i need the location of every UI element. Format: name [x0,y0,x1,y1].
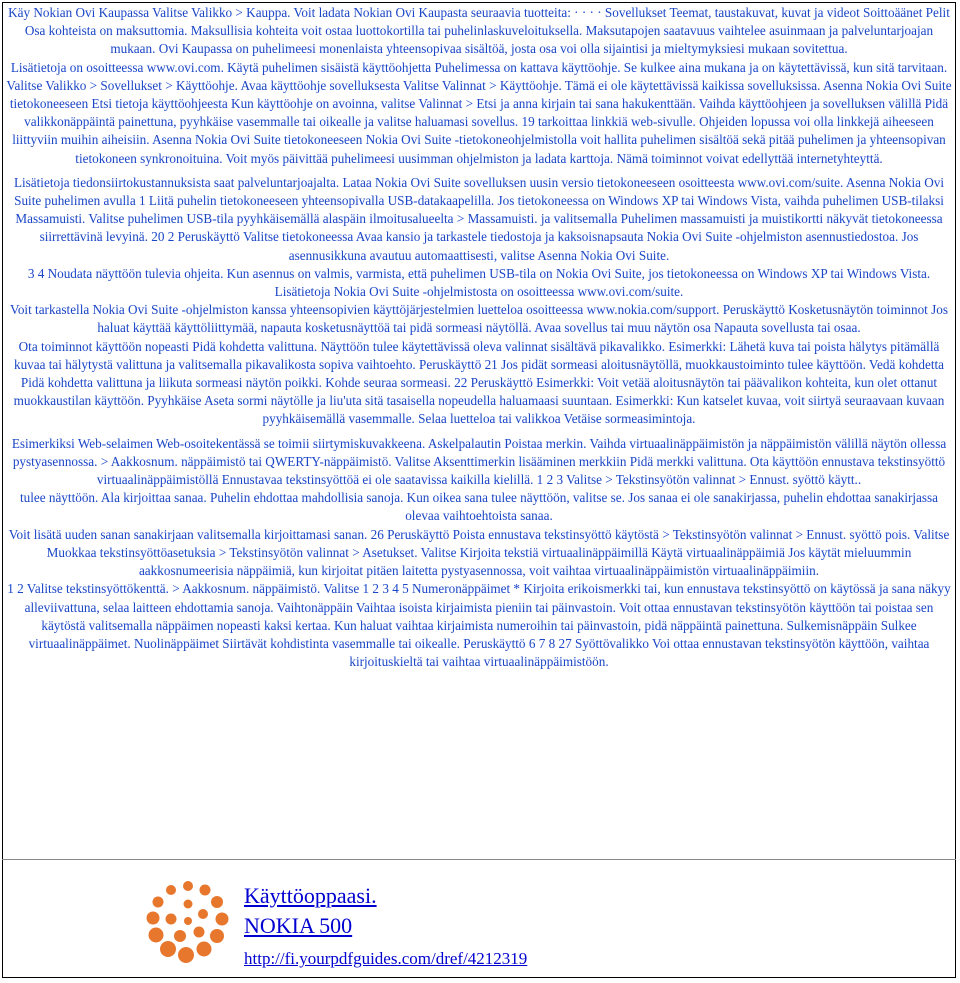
footer-divider [2,859,956,860]
footer-title-link[interactable]: Käyttöoppaasi. [244,883,377,908]
paragraph-keyboard: Esimerkiksi Web-selaimen Web-osoitekentässä se toimii siirtymiskuvakkeena. Askelpalautin Poistaa merkin. Vaihda virtuaalinäppäimistön ja näppäimistön välillä näytön ollessa pystyasennossa. > Aakkosnum. näppäimistö tai QWERTY-näppäimistö. Valitse Aksenttimerkin lisääminen merkkiin Pidä merkki valittuna. Ota käyttöön ennustava tekstinsyöttö virtuaalinäppäimistöllä Ennustavaa tekstinsyöttöä ei ole saatavissa kaikilla kielillä. 1 2 3 Valitse > Tekstinsyötön valinnat > Ennust. syöttö käytt.. [11,435,947,488]
footer-product-link[interactable]: NOKIA 500 [244,913,353,938]
paragraph-dictionary: Voit lisätä uuden sanan sanakirjaan valitsemalla kirjoittamasi sanan. 26 Peruskäyttö Poista ennustava tekstinsyöttö käytöstä > Tekstinsyötön valinnat > Ennust. syöttö pois. Valitse Muokkaa tekstinsyöttöasetuksia > Tekstinsyötön valinnat > Asetukset. Valitse Kirjoita tekstiä virtuaalinäppäimillä Käytä virtuaalinäppäimiä Jos käytät mieluummin aakkosnumeerisia näppäimiä, kun kirjoitat pitäen laitetta pystyasennossa, voit vaihtaa virtuaalinäppäimistön virtuaalinäppäimiin. [8,526,950,579]
footer-links [244,882,527,970]
paragraph-install-steps: 3 4 Noudata näyttöön tulevia ohjeita. Kun asennus on valmis, varmista, että puhelimen USB-tila on Nokia Ovi Suite, jos tietokoneessa on Windows XP tai Windows Vista. Lisätietoja Nokia Ovi Suite -ohjelmistosta on osoitteessa www.ovi.com/suite. [27,265,931,300]
paragraph-virtual-keys: 1 2 Valitse tekstinsyöttökenttä. > Aakkosnum. näppäimistö. Valitse 1 2 3 4 5 Numeronäppäimet * Kirjoita erikoismerkki tai, kun ennustava tekstinsyöttö on käytössä ja sana näkyy alleviivattuna, selaa laitteen ehdottamia sanoja. Vaihtonäppäin Vaihtaa isoista kirjaimista pieniin tai päinvastoin. Voit ottaa ennustavan tekstinsyötön käyttöön tai poistaa sen käytöstä valitsemalla näppäimen nopeasti kaksi kertaa. Kun haluat vaihtaa kirjaimista numeroihin tai päinvastoin, pidä näppäintä painettuna. Sulkemisnäppäin Sulkee virtuaalinäppäimet. Nuolinäppäimet Siirtävät kohdistinta vasemmalle tai oikealle. Peruskäyttö 6 7 8 27 Syöttövalikko Voi ottaa ennustavan tekstinsyötön käyttöön, vaihtaa kirjoituskieltä tai vaihtaa virtuaalinäppäimistöön. [7,581,951,670]
orange-dotted-circle-logo-icon [145,878,231,964]
paragraph-predictive: tulee näyttöön. Ala kirjoittaa sanaa. Puhelin ehdottaa mahdollisia sanoja. Kun oikea sana tulee näyttöön, valitse se. Jos sanaa ei ole sanakirjassa, puhelin ehdottaa sanakirjassa olevaa vaihtoehtoista sanaa. [19,490,939,524]
paragraph-touchscreen: Voit tarkastella Nokia Ovi Suite -ohjelmiston kanssa yhteensopivien käyttöjärjestelmien luetteloa osoitteessa www.nokia.com/support. Peruskäyttö Kosketusnäytön toiminnot Jos haluat käyttää käyttöliittymää, napauta kosketusnäyttöä tai pidä sormeasi näytöllä. Avaa sovellus tai muu näytön osa Napauta sovellusta tai osaa. [10,302,948,336]
paragraph-data-costs: Lisätietoja tiedonsiirtokustannuksista saat palveluntarjoajalta. Lataa Nokia Ovi Suite sovelluksen uusin versio tietokoneeseen osoitteesta www.ovi.com/suite. Asenna Nokia Ovi Suite puhelimen avulla 1 Liitä puhelin tietokoneeseen yhteensopivalla USB-datakaapelilla. Jos tietokoneessa on Windows XP tai Windows Vista, vaihda puhelimen USB-tilaksi Massamuisti. Valitse puhelimen USB-tila pyyhkäisemällä alaspäin ilmoitusalueelta > Massamuisti. ja valitsemalla Puhelimen massamuisti ja muistikortti näkyvät tietokoneessa siirrettävinä levyinä. 20 2 Peruskäyttö Valitse tietokoneessa Avaa kansio ja tarkastele tiedostoja ja kaksoisnapsauta Nokia Ovi Suite -ohjelmiston asennustiedostoa. Jos asennusikkuna avautuu automaattisesti, valitse Asenna Nokia Ovi Suite. [13,174,945,263]
footer-url-link[interactable]: http://fi.yourpdfguides.com/dref/4212319 [244,949,528,968]
paragraph-user-guide: Lisätietoja on osoitteessa www.ovi.com. Käytä puhelimen sisäistä käyttöohjetta Puhelimessa on kattava käyttöohje. Se kulkee aina mukana ja on käytettävissä, kun sitä tarvitaan. [10,59,948,75]
paragraph-ovi-suite-install: Valitse Valikko > Sovellukset > Käyttöohje. Avaa käyttöohje sovelluksesta Valitse Valinnat > Käyttöohje. Tämä ei ole käytettävissä kaikissa sovelluksissa. Asenna Nokia Ovi Suite tietokoneeseen Etsi tietoja käyttöohjeesta Kun käyttöohje on avoinna, valitse Valinnat > Etsi ja anna kirjain tai sana hakukenttään. Vaihda käyttöohjeen ja sovelluksen välillä Pidä valikkonäppäintä painettuna, pyyhkäise vasemmalle tai oikealle ja valitse haluamasi sovellus. 19 tarkoittaa linkkiä web-sivulle. Ohjeiden lopussa voi olla linkkejä aiheeseen liittyviin muihin aiheisiin. Asenna Nokia Ovi Suite tietokoneeseen Nokia Ovi Suite -tietokoneohjelmistolla voit hallita puhelimen sisältöä sekä pitää puhelimen ja yhteensopivan tietokoneen synkronoituina. Voit myös päivittää puhelimeesi uusimman ohjelmiston ja ladata karttoja. Nämä toiminnot voivat edellyttää internetyhteyttä. [6,77,952,166]
paragraph-gestures: Ota toiminnot käyttöön nopeasti Pidä kohdetta valittuna. Näyttöön tulee käytettävissä oleva valinnat sisältävä pikavalikko. Esimerkki: Lähetä kuva tai poista hälytys pitämällä kuvaa tai hälytystä valittuna ja valitsemalla pikavalikosta sopiva vaihtoehto. Peruskäyttö 21 Jos pidät sormeasi aloitusnäytöllä, muokkaustoiminto tulee käyttöön. Vedä kohdetta Pidä kohdetta valittuna ja liikuta sormeasi näytön poikki. Kohde seuraa sormeasi. 22 Peruskäyttö Esimerkki: Voit vetää aloitusnäytön tai päävalikon kohteita, kun olet ottanut muokkaustilan käyttöön. Pyyhkäise Aseta sormi näytölle ja liu'uta sitä tasaisella nopeudella haluamaasi suuntaan. Esimerkki: Kun katselet kuvaa, voit siirtyä seuraavaan kuvaan pyyhkäisemällä vasemmalle. Selaa luetteloa tai valikkoa Vetäise sormeasimintoja. [13,338,945,427]
document-body [6,4,952,671]
paragraph-ovi-store: Käy Nokian Ovi Kaupassa Valitse Valikko > Kauppa. Voit ladata Nokian Ovi Kaupasta seuraavia tuotteita: · · · · Sovellukset Teemat, taustakuvat, kuvat ja videot Soittoäänet Pelit Osa kohteista on maksuttomia. Maksullisia kohteita voit ostaa luottokortilla tai puhelinlaskuveloituksella. Maksutapojen saatavuus vaihtelee asuinmaan ja palveluntarjoajan mukaan. Ovi Kaupassa on puhelimeesi monenlaista yhteensopivaa sisältöä, josta osa voi olla sijaintisi ja mieltymyksiesi mukaan sovitettua. [8,5,950,57]
